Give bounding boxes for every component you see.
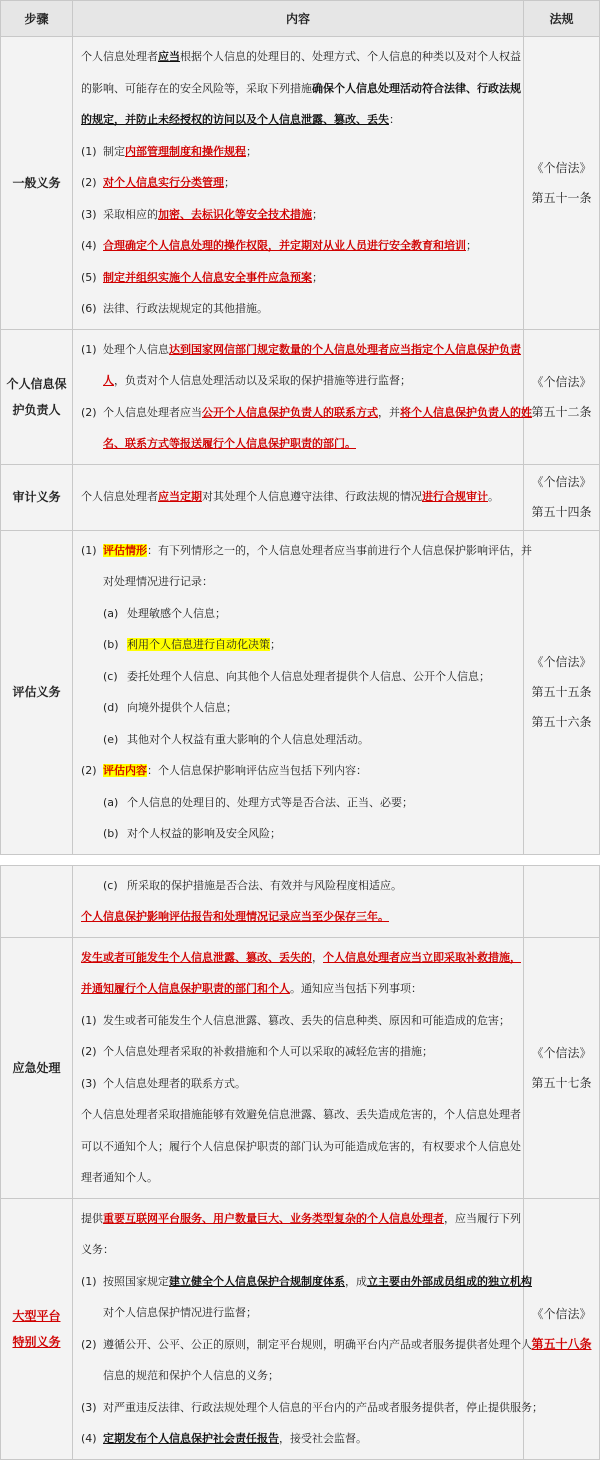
content-platform: 提供重要互联网平台服务、用户数量巨大、业务类型复杂的个人信息处理者，应当履行下列 义务： (1) 按照国家规定建立健全个人信息保护合规制度体系，成立主要由外部成员组成的独立机构 对个人信息保护情况进行监督； (2) 遵循公开、公平、公正的原则，制定平台规则，明确平台内产品或者服务提供者处理个人 信息的规范和保护个人信息的义务； (3) 对严重违反法律、行政法规处理个人信息的平台内的产品或者服务提供者，停止提供服务； (4) 定期发布个人信息保护社会责任报告，接受社会监督。 — [73, 1198, 524, 1459]
content-assess: (1) 评估情形：有下列情形之一的，个人信息处理者应当事前进行个人信息保护影响评估，并 对处理情况进行记录： (a) 处理敏感个人信息； (b) 利用个人信息进行自动化决策； (c) 委托处理个人信息、向其他个人信息处理者提供个人信息、公开个人信息； (d) 向境外提供个人信息； (e) 其他对个人权益有重大影响的个人信息处理活动。 (2) 评估内容：个人信息保护影响评估应当包括下列内容： (a) 个人信息的处理目的、处理方式等是否合法、正当、必要； (b) 对个人权益的影响及安全风险； — [73, 530, 524, 854]
content-emergency: 发生或者可能发生个人信息泄露、篡改、丢失的，个人信息处理者应当立即采取补救措施， 并通知履行个人信息保护职责的部门和个人。通知应当包括下列事项： (1) 发生或者可能发生个人信息泄露、篡改、丢失的信息种类、原因和可能造成的危害； (2) 个人信息处理者采取的补救措施和个人可以采取的减轻危害的措施； (3) 个人信息处理者的联系方式。 个人信息处理者采取措施能够有效避免信息泄露、篡改、丢失造成危害的，个人信息处理者 可以不通知个人；履行个人信息保护职责的部门认为可能造成危害的，有权要求个人信息处 理者通知个人。 — [73, 937, 524, 1198]
step-general: 一般义务 — [1, 37, 73, 330]
law-emergency: 《个信法》 第五十七条 — [524, 937, 600, 1198]
content-assess-cont: (c) 所采取的保护措施是否合法、有效并与风险程度相适应。 个人信息保护影响评估报告和处理情况记录应当至少保存三年。 — [73, 865, 524, 937]
content-audit: 个人信息处理者应当定期对其处理个人信息遵守法律、行政法规的情况进行合规审计。 — [73, 464, 524, 530]
content-officer: (1) 处理个人信息达到国家网信部门规定数量的个人信息处理者应当指定个人信息保护负责 人，负责对个人信息处理活动以及采取的保护措施等进行监督； (2) 个人信息处理者应当公开个人信息保护负责人的联系方式，并将个人信息保护负责人的姓 名、联系方式等报送履行个人信息保护职责的部门。 — [73, 329, 524, 464]
content-general: 个人信息处理者应当根据个人信息的处理目的、处理方式、个人信息的种类以及对个人权益 的影响、可能存在的安全风险等，采取下列措施确保个人信息处理活动符合法律、行政法规 的规定，并防止未经授权的访问以及个人信息泄露、篡改、丢失： (1) 制定内部管理制度和操作规程； (2) 对个人信息实行分类管理； (3) 采取相应的加密、去标识化等安全技术措施； (4) 合理确定个人信息处理的操作权限，并定期对从业人员进行安全教育和培训； (5) 制定并组织实施个人信息安全事件应急预案； (6) 法律、行政法规规定的其他措施。 — [73, 37, 524, 330]
header-row — [1, 1, 600, 37]
row-platform — [1, 1198, 600, 1459]
law-platform: 《个信法》 第五十八条 — [524, 1198, 600, 1459]
law-general: 《个信法》 第五十一条 — [524, 37, 600, 330]
page-gap — [1, 854, 600, 865]
row-emergency — [1, 937, 600, 1198]
law-officer: 《个信法》 第五十二条 — [524, 329, 600, 464]
header-step: 步骤 — [1, 1, 73, 37]
step-officer: 个人信息保 护负责人 — [1, 329, 73, 464]
row-assess-cont — [1, 865, 600, 937]
step-emergency: 应急处理 — [1, 937, 73, 1198]
row-assess — [1, 530, 600, 854]
step-platform: 大型平台 特别义务 — [1, 1198, 73, 1459]
step-audit: 审计义务 — [1, 464, 73, 530]
header-law: 法规 — [524, 1, 600, 37]
law-audit: 《个信法》 第五十四条 — [524, 464, 600, 530]
header-content: 内容 — [73, 1, 524, 37]
row-general — [1, 37, 600, 330]
law-assess: 《个信法》 第五十五条 第五十六条 — [524, 530, 600, 854]
step-assess: 评估义务 — [1, 530, 73, 854]
row-officer — [1, 329, 600, 464]
row-audit — [1, 464, 600, 530]
